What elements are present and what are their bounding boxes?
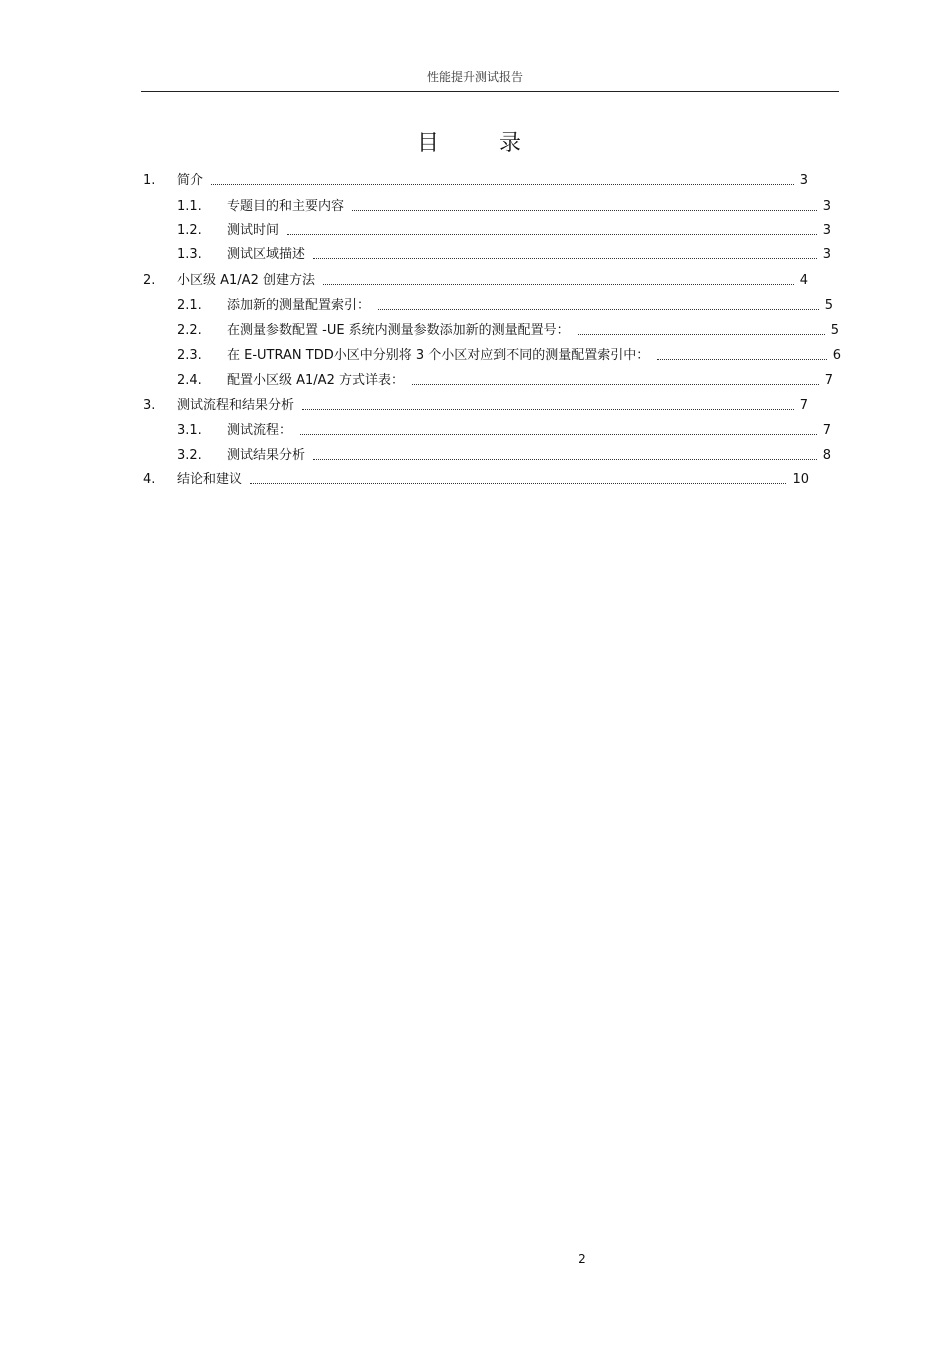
toc-entry-2-4[interactable] — [177, 372, 833, 390]
toc-dot-leader — [211, 184, 794, 185]
toc-entry-text: 测试时间 — [227, 223, 280, 238]
toc-entry-1-1[interactable] — [177, 198, 831, 216]
toc-entry-number: 1. — [143, 173, 156, 188]
toc-dot-leader — [300, 434, 817, 435]
toc-entry-page: 7 — [799, 398, 808, 413]
toc-entry-text: 测试区域描述 — [227, 247, 306, 262]
header-divider — [141, 91, 839, 92]
toc-entry-3-1[interactable] — [177, 422, 831, 440]
toc-entry-text: 简介 — [177, 173, 204, 188]
toc-entry-number: 1.3. — [177, 247, 202, 262]
toc-entry-number: 3.1. — [177, 423, 202, 438]
toc-entry-1-3[interactable] — [177, 246, 831, 264]
toc-entry-text: 在 E-UTRAN TDD小区中分别将 3 个小区对应到不同的测量配置索引中： — [227, 348, 650, 363]
toc-entry-page: 7 — [822, 423, 831, 438]
toc-entry-number: 2.3. — [177, 348, 202, 363]
toc-entry-number: 1.1. — [177, 199, 202, 214]
toc-entry-text: 小区级 A1/A2 创建方法 — [177, 273, 315, 288]
toc-entry-page: 10 — [792, 472, 809, 487]
toc-entry-page: 3 — [822, 223, 831, 238]
toc-dot-leader — [352, 210, 817, 211]
toc-entry-2-1[interactable] — [177, 297, 833, 315]
toc-entry-2-2[interactable] — [177, 322, 839, 340]
page-number: 2 — [578, 1252, 586, 1266]
toc-entry-number: 2.2. — [177, 323, 202, 338]
toc-entry-2-3[interactable] — [177, 347, 841, 365]
toc-entry-1[interactable] — [143, 172, 808, 190]
toc-entry-page: 3 — [822, 199, 831, 214]
toc-entry-number: 1.2. — [177, 223, 202, 238]
toc-entry-page: 8 — [822, 448, 831, 463]
toc-dot-leader — [578, 334, 825, 335]
toc-entry-page: 6 — [832, 348, 841, 363]
toc-entry-page: 5 — [830, 323, 839, 338]
toc-dot-leader — [412, 384, 819, 385]
toc-dot-leader — [323, 284, 794, 285]
toc-entry-number: 3.2. — [177, 448, 202, 463]
toc-entry-page: 3 — [799, 173, 808, 188]
toc-entry-text: 专题目的和主要内容 — [227, 199, 345, 214]
toc-entry-text: 测试流程和结果分析 — [177, 398, 295, 413]
toc-entry-text: 添加新的测量配置索引： — [227, 298, 371, 313]
toc-dot-leader — [657, 359, 826, 360]
toc-entry-2[interactable] — [143, 272, 808, 290]
toc-entry-number: 3. — [143, 398, 156, 413]
running-header: 性能提升测试报告 — [426, 70, 523, 84]
toc-dot-leader — [313, 459, 817, 460]
toc-title: 目录 — [416, 131, 581, 156]
toc-entry-text: 在测量参数配置 -UE 系统内测量参数添加新的测量配置号： — [227, 323, 570, 338]
toc-entry-number: 2.4. — [177, 373, 202, 388]
toc-entry-number: 2. — [143, 273, 156, 288]
toc-entry-page: 5 — [824, 298, 833, 313]
toc-entry-text: 测试结果分析 — [227, 448, 306, 463]
toc-dot-leader — [313, 258, 817, 259]
toc-entry-text: 配置小区级 A1/A2 方式详表： — [227, 373, 404, 388]
toc-entry-1-2[interactable] — [177, 222, 831, 240]
toc-entry-text: 结论和建议 — [177, 472, 243, 487]
toc-entry-4[interactable] — [143, 471, 809, 489]
toc-dot-leader — [302, 409, 794, 410]
toc-dot-leader — [378, 309, 819, 310]
toc-dot-leader — [287, 234, 817, 235]
toc-entry-text: 测试流程： — [227, 423, 293, 438]
toc-entry-number: 2.1. — [177, 298, 202, 313]
toc-entry-page: 7 — [824, 373, 833, 388]
toc-entry-3-2[interactable] — [177, 447, 831, 465]
toc-entry-3[interactable] — [143, 397, 808, 415]
toc-entry-page: 4 — [799, 273, 808, 288]
toc-dot-leader — [250, 483, 786, 484]
toc-entry-page: 3 — [822, 247, 831, 262]
toc-entry-number: 4. — [143, 472, 156, 487]
